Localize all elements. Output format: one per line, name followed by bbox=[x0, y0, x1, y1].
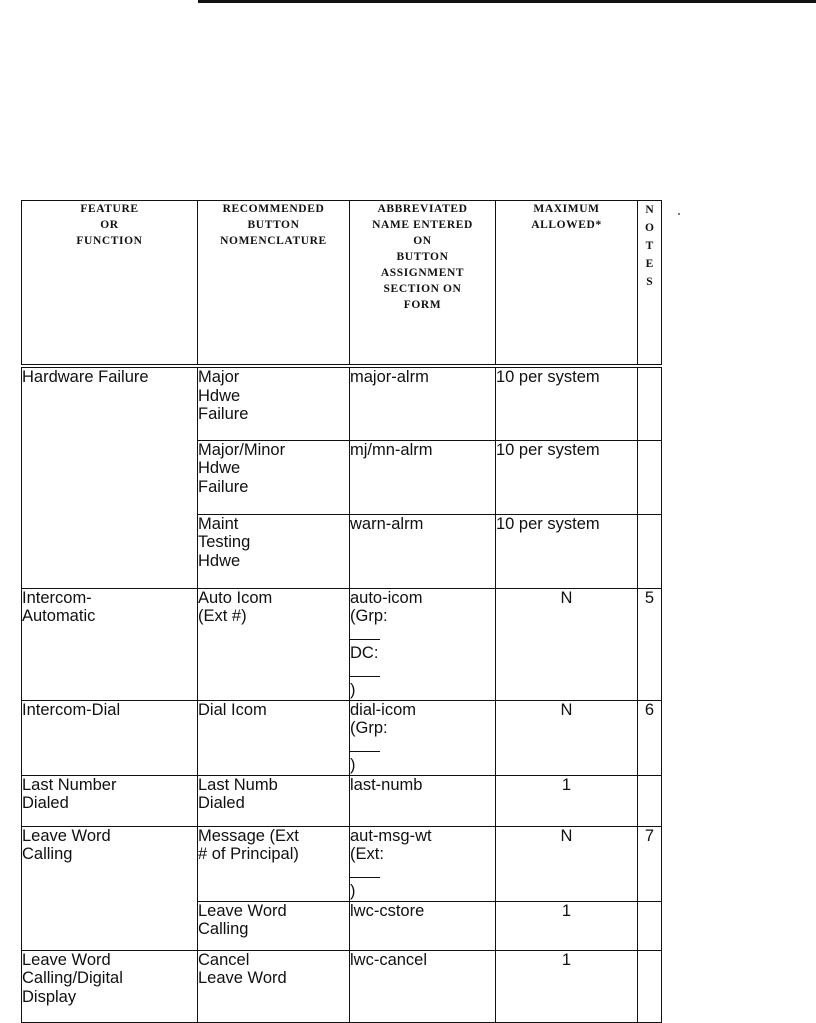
fill-in-blank bbox=[350, 626, 380, 640]
table-row bbox=[22, 826, 662, 901]
top-rule bbox=[198, 0, 816, 3]
button-cell: Dial Icom bbox=[198, 700, 350, 775]
max-cell: N bbox=[496, 700, 638, 775]
note-cell bbox=[638, 440, 662, 514]
header-feature: FEATURE OR FUNCTION bbox=[22, 201, 198, 367]
button-cell: Major Hdwe Failure bbox=[198, 366, 350, 440]
note-cell bbox=[638, 950, 662, 1022]
max-cell: 1 bbox=[496, 775, 638, 826]
fill-in-blank bbox=[350, 663, 380, 677]
button-cell: Message (Ext # of Principal) bbox=[198, 826, 350, 901]
max-cell: 1 bbox=[496, 901, 638, 950]
feature-cell: Leave Word Calling bbox=[22, 826, 198, 950]
fill-in-blank bbox=[350, 738, 380, 752]
abbrev-cell: major-alrm bbox=[350, 366, 496, 440]
abbrev-cell: lwc-cstore bbox=[350, 901, 496, 950]
max-cell: N bbox=[496, 826, 638, 901]
feature-cell: Last Number Dialed bbox=[22, 775, 198, 826]
button-cell: Maint Testing Hdwe bbox=[198, 514, 350, 588]
feature-cell: Hardware Failure bbox=[22, 366, 198, 588]
max-cell: 10 per system bbox=[496, 440, 638, 514]
abbrev-cell: last-numb bbox=[350, 775, 496, 826]
table-row bbox=[22, 950, 662, 1022]
abbrev-cell: warn-alrm bbox=[350, 514, 496, 588]
button-cell: Leave Word Calling bbox=[198, 901, 350, 950]
feature-cell: Leave Word Calling/Digital Display bbox=[22, 950, 198, 1022]
header-abbreviated-name: ABBREVIATED NAME ENTERED ON BUTTON ASSIGNMENT SECTION ON FORM bbox=[350, 201, 496, 367]
max-cell: N bbox=[496, 588, 638, 700]
abbrev-cell: aut-msg-wt (Ext: ) bbox=[350, 826, 496, 901]
button-cell: Auto Icom (Ext #) bbox=[198, 588, 350, 700]
note-cell: 5 bbox=[638, 588, 662, 700]
header-row bbox=[22, 201, 662, 367]
button-cell: Last Numb Dialed bbox=[198, 775, 350, 826]
note-cell: 6 bbox=[638, 700, 662, 775]
abbrev-cell: auto-icom (Grp: DC: ) bbox=[350, 588, 496, 700]
feature-cell: Intercom-Dial bbox=[22, 700, 198, 775]
note-cell bbox=[638, 775, 662, 826]
fill-in-blank bbox=[350, 864, 380, 878]
note-cell bbox=[638, 514, 662, 588]
max-cell: 1 bbox=[496, 950, 638, 1022]
table-row bbox=[22, 588, 662, 700]
table-row bbox=[22, 775, 662, 826]
max-cell: 10 per system bbox=[496, 366, 638, 440]
header-maximum-allowed: MAXIMUM ALLOWED* bbox=[496, 201, 638, 367]
note-cell bbox=[638, 366, 662, 440]
max-cell: 10 per system bbox=[496, 514, 638, 588]
table-row bbox=[22, 700, 662, 775]
button-cell: Cancel Leave Word bbox=[198, 950, 350, 1022]
note-cell: 7 bbox=[638, 826, 662, 901]
abbrev-cell: dial-icom (Grp: ) bbox=[350, 700, 496, 775]
stray-mark bbox=[678, 213, 680, 215]
abbrev-cell: lwc-cancel bbox=[350, 950, 496, 1022]
header-notes: N O T E S bbox=[638, 201, 662, 367]
feature-cell: Intercom- Automatic bbox=[22, 588, 198, 700]
button-cell: Major/Minor Hdwe Failure bbox=[198, 440, 350, 514]
button-assignment-table bbox=[21, 200, 662, 1023]
note-cell bbox=[638, 901, 662, 950]
header-button-nomenclature: RECOMMENDED BUTTON NOMENCLATURE bbox=[198, 201, 350, 367]
abbrev-cell: mj/mn-alrm bbox=[350, 440, 496, 514]
table-row bbox=[22, 366, 662, 440]
